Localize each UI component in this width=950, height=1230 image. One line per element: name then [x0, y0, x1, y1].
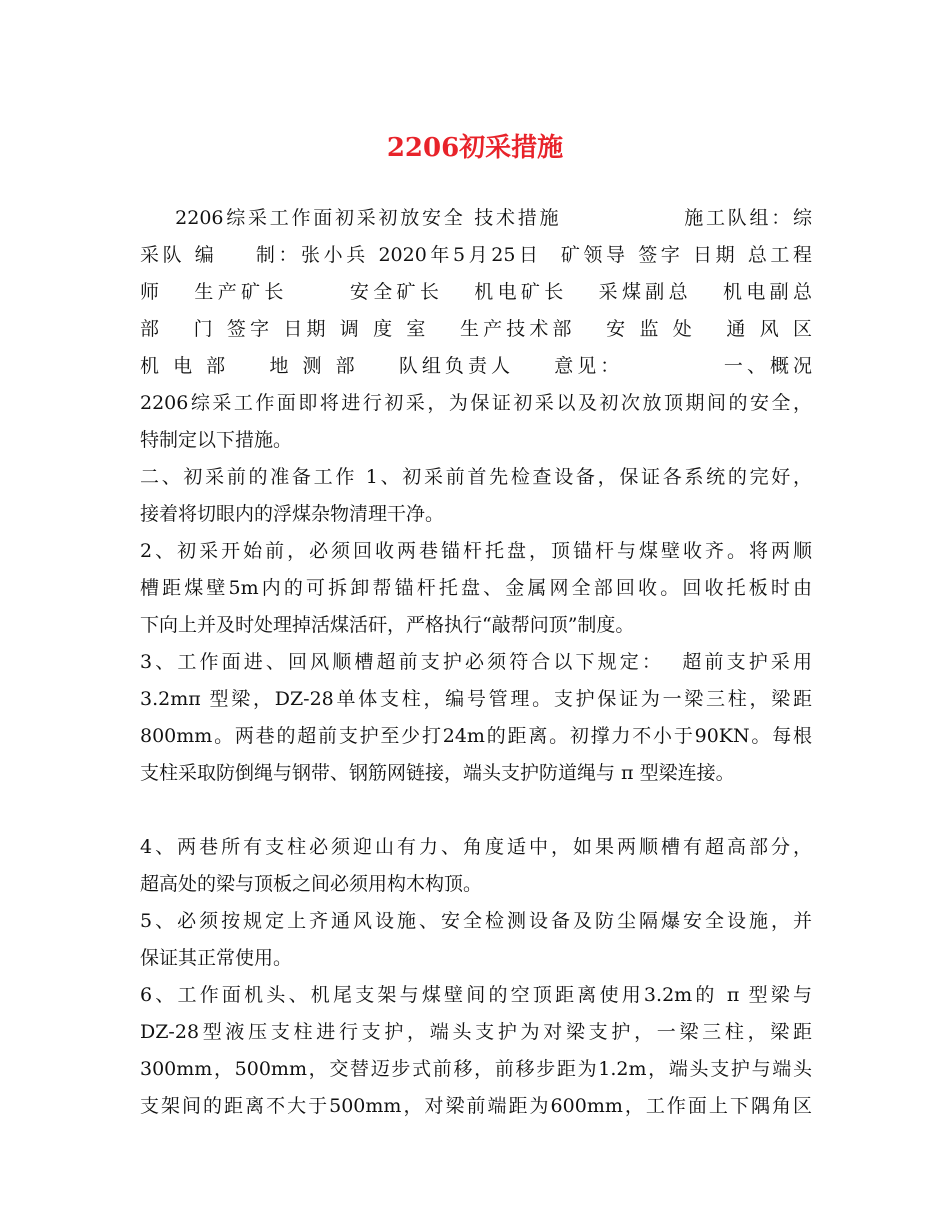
text-line: 支柱采取防倒绳与钢带、钢筋网链接，端头支护防道绳与 π 型梁连接。	[140, 762, 735, 784]
text-line: 800mm。两巷的超前支护至少打24m的距离。初撑力不小于90KN。每根	[140, 725, 812, 747]
document-title: 2206初采措施	[386, 133, 564, 163]
blank-line	[140, 792, 812, 829]
text-line: 接着将切眼内的浮煤杂物清理干净。	[140, 503, 445, 525]
text-line: 保证其正常使用。	[140, 947, 293, 969]
text-line: 下向上并及时处理掉活煤活矸，严格执行“敲帮问顶”制度。	[140, 614, 635, 636]
text-line: 6、工作面机头、机尾支架与煤壁间的空顶距离使用3.2m的 π 型梁与	[140, 984, 812, 1006]
text-line: 300mm，500mm，交替迈步式前移，前移步距为1.2m，端头支护与端头	[140, 1058, 812, 1080]
text-line: 3.2mπ 型梁，DZ-28单体支柱，编号管理。支护保证为一梁三柱，梁距	[140, 688, 812, 710]
text-line: 采队 编 制：张小兵 2020年5月25日 矿领导 签字 日期 总工程	[140, 244, 812, 266]
text-line: 5、必须按规定上齐通风设施、安全检测设备及防尘隔爆安全设施，并	[140, 910, 812, 932]
text-line: 2、初采开始前，必须回收两巷锚杆托盘，顶锚杆与煤壁收齐。将两顺	[140, 540, 812, 562]
text-line: 槽距煤壁5m内的可拆卸帮锚杆托盘、金属网全部回收。回收托板时由	[140, 577, 812, 599]
text-line: 部 门 签字 日期 调 度 室 生产技术部 安 监 处 通 风 区	[140, 318, 812, 340]
text-line: 支架间的距离不大于500mm，对梁前端距为600mm，工作面上下隅角区	[140, 1095, 812, 1117]
text-line: 师 生产矿长 安全矿长 机电矿长 采煤副总 机电副总	[140, 281, 812, 303]
text-line: 4、两巷所有支柱必须迎山有力、角度适中，如果两顺槽有超高部分，	[140, 836, 812, 858]
text-line: 3、工作面进、回风顺槽超前支护必须符合以下规定： 超前支护采用	[140, 651, 812, 673]
document-body	[140, 200, 812, 1125]
text-line: 2206综采工作面即将进行初采，为保证初采以及初次放顶期间的安全，	[140, 392, 812, 414]
text-line: 超高处的梁与顶板之间必须用构木构顶。	[140, 873, 483, 895]
text-line: 二、初采前的准备工作 1、初采前首先检查设备，保证各系统的完好，	[140, 466, 812, 488]
text-line: 机 电 部 地 测 部 队组负责人 意见： 一、概况	[140, 355, 812, 377]
text-line: 特制定以下措施。	[140, 429, 293, 451]
text-line: DZ-28型液压支柱进行支护，端头支护为对梁支护，一梁三柱，梁距	[140, 1021, 812, 1043]
text-line: 2206综采工作面初采初放安全 技术措施 施工队组：综	[140, 207, 812, 229]
